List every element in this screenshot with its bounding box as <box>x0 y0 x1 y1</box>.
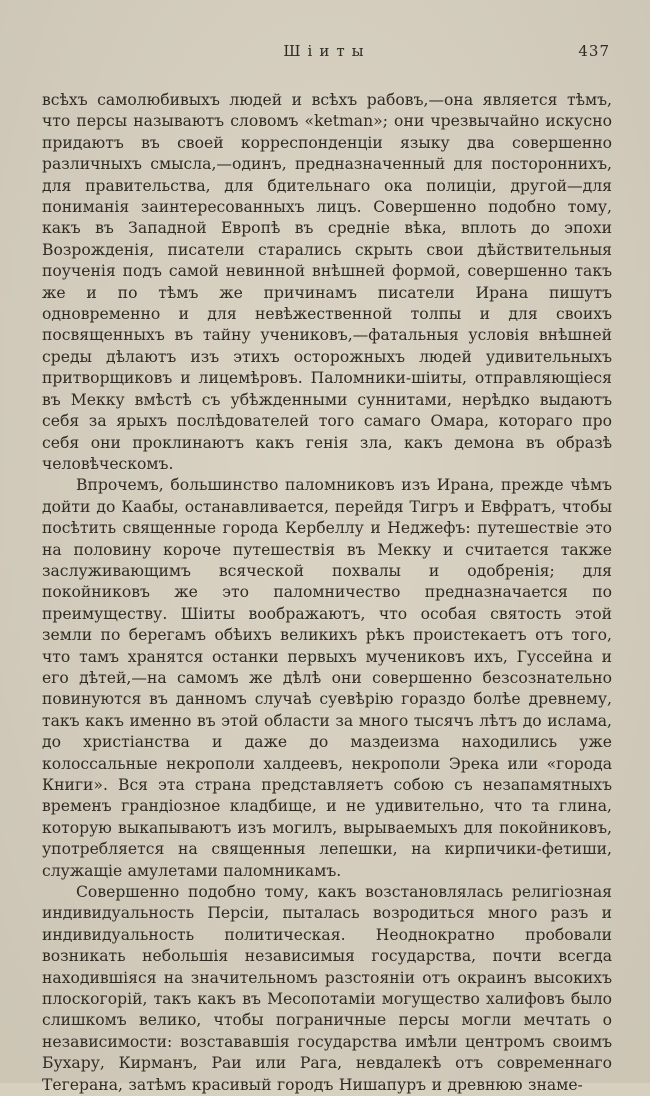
running-title: Шіиты <box>283 42 371 60</box>
page-number: 437 <box>578 42 610 60</box>
page-body <box>42 90 612 1096</box>
page-header <box>42 42 612 64</box>
paragraph: Совершенно подобно тому, какъ возстановлялась религіозная индивидуальность Персіи, пыталась возродиться много разъ и индивидуальность политическая. Неоднократно пробовали возникать небольшія независимыя государства, почти всегда находившіяся на значительномъ разстояніи отъ окраинъ высокихъ плоскогорій, такъ какъ въ Месопотаміи могущество халифовъ было слишкомъ велико, чтобы пограничные персы могли мечтать о независимости: возстававшія государства имѣли центромъ своимъ Бухару, Кирманъ, Раи или Рага, невдалекѣ отъ современнаго Тегерана, затѣмъ красивый городъ Нишапуръ и древнюю знаме- <box>42 883 612 1094</box>
paragraph-continuation: всѣхъ самолюбивыхъ людей и всѣхъ рабовъ,—она является тѣмъ, что персы называютъ словомъ «ketman»; они чрезвычайно искусно придаютъ въ своей корреспонденціи языку два совершенно различныхъ смысла,—одинъ, предназначенный для постороннихъ, для правительства, для бдительнаго ока полиціи, другой—для пониманія заинтересованныхъ лицъ. Совершенно подобно тому, какъ въ Западной Европѣ въ средніе вѣка, вплоть до эпохи Возрожденія, писатели старались скрыть свои дѣйствительныя поученія подъ самой невинной внѣшней формой, совершенно такъ же и по тѣмъ же причинамъ писатели Ирана пишутъ одновременно и для невѣжественной толпы и для своихъ посвященныхъ въ тайну учениковъ,—фатальныя условія внѣшней среды дѣлаютъ изъ этихъ осторожныхъ людей удивительныхъ притворщиковъ и лицемѣровъ. Паломники-шіиты, отправляющіеся въ Мекку вмѣстѣ съ убѣжденными суннитами, нерѣдко выдаютъ себя за ярыхъ послѣдователей того самаго Омара, котораго про себя они проклинаютъ какъ генія зла, какъ демона въ образѣ человѣческомъ. <box>42 91 612 473</box>
paragraph: Впрочемъ, большинство паломниковъ изъ Ирана, прежде чѣмъ дойти до Каабы, останавливается, перейдя Тигръ и Евфратъ, чтобы посѣтить священные города Кербеллу и Неджефъ: путешествіе это на половину короче путешествія въ Мекку и считается также заслуживающимъ всяческой похвалы и одобренія; для покойниковъ же это паломничество предназначается по преимуществу. Шіиты воображаютъ, что особая святость этой земли по берегамъ обѣихъ великихъ рѣкъ проистекаетъ отъ того, что тамъ хранятся останки первыхъ мучениковъ ихъ, Гуссейна и его дѣтей,—на самомъ же дѣлѣ они совершенно безсознательно повинуются въ данномъ случаѣ суевѣрію гораздо болѣе древнему, такъ какъ именно въ этой области за много тысячъ лѣтъ до ислама, до христіанства и даже до маздеизма находились уже колоссальные некрополи халдеевъ, некрополи Эрека или «города Книги». Вся эта страна представляетъ собою съ незапамятныхъ временъ грандіозное кладбище, и не удивительно, что та глина, которую выкапываютъ изъ могилъ, вырываемыхъ для покойниковъ, употребляется на священныя лепешки, на кирпичики-фетиши, служащіе амулетами паломникамъ. <box>42 476 612 880</box>
